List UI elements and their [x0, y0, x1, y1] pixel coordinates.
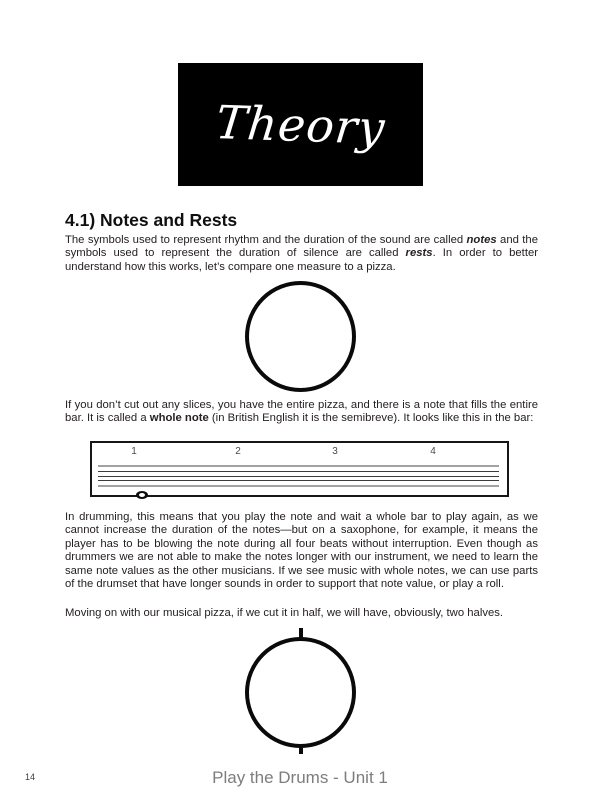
theory-banner: [178, 63, 423, 186]
section-heading: 4.1) Notes and Rests: [65, 210, 238, 230]
beat-number-4: 4: [430, 446, 436, 457]
staff-line: [98, 476, 499, 477]
staff-lines: [98, 465, 499, 487]
beat-number-2: 2: [235, 446, 241, 457]
whole-note-icon: [136, 491, 148, 499]
paragraph-drumming: In drumming, this means that you play the note and wait a whole bar to play again, as we cannot increase the duration of the notes—but on a saxophone, for example, it means the player has to be blowing the note during all four beats without interruption. Even though as drummers we are not able to make the notes longer with our instrument, we need to learn the same note values as the other musicians. If we see music with whole notes, we can use parts of the drumset that have longer sounds in order to support that note value, or play a roll.: [65, 511, 538, 591]
staff-line: [98, 485, 499, 487]
staff-line: [98, 465, 499, 467]
whole-note-term: whole note: [149, 412, 209, 425]
staff-line: [98, 471, 499, 472]
paragraph-wholenote-text: (in British English it is the semibreve). It looks like this in the bar:: [208, 412, 534, 425]
staff-line: [98, 480, 499, 481]
banner-title: Theory: [213, 94, 388, 155]
beat-number-1: 1: [131, 446, 137, 457]
paragraph-intro-text: and the symbols used to represent the duration of silence are called: [65, 234, 538, 260]
book-title: Play the Drums - Unit 1: [212, 768, 388, 787]
notes-term: notes: [466, 234, 497, 246]
paragraph-wholenote-text: If you don’t cut out any slices, you have the entire pizza, and there is a note that fills the entire bar. It is called a: [65, 399, 538, 425]
beat-number-3: 3: [332, 446, 338, 457]
page-number: 14: [25, 772, 36, 782]
staff-figure: [90, 441, 509, 497]
paragraph-intro-text: The symbols used to represent rhythm and the duration of the sound are called: [65, 234, 467, 246]
pizza-halves-figure: [245, 637, 356, 748]
paragraph-intro: [65, 234, 538, 274]
pizza-whole-figure: [245, 281, 356, 392]
rests-term: rests: [405, 247, 433, 260]
paragraph-wholenote: [65, 399, 538, 426]
paragraph-intro-text: . In order to better understand how this works, let’s compare one measure to a pizza.: [65, 247, 539, 273]
paragraph-halves: Moving on with our musical pizza, if we cut it in half, we will have, obviously, two halves.: [65, 607, 504, 619]
